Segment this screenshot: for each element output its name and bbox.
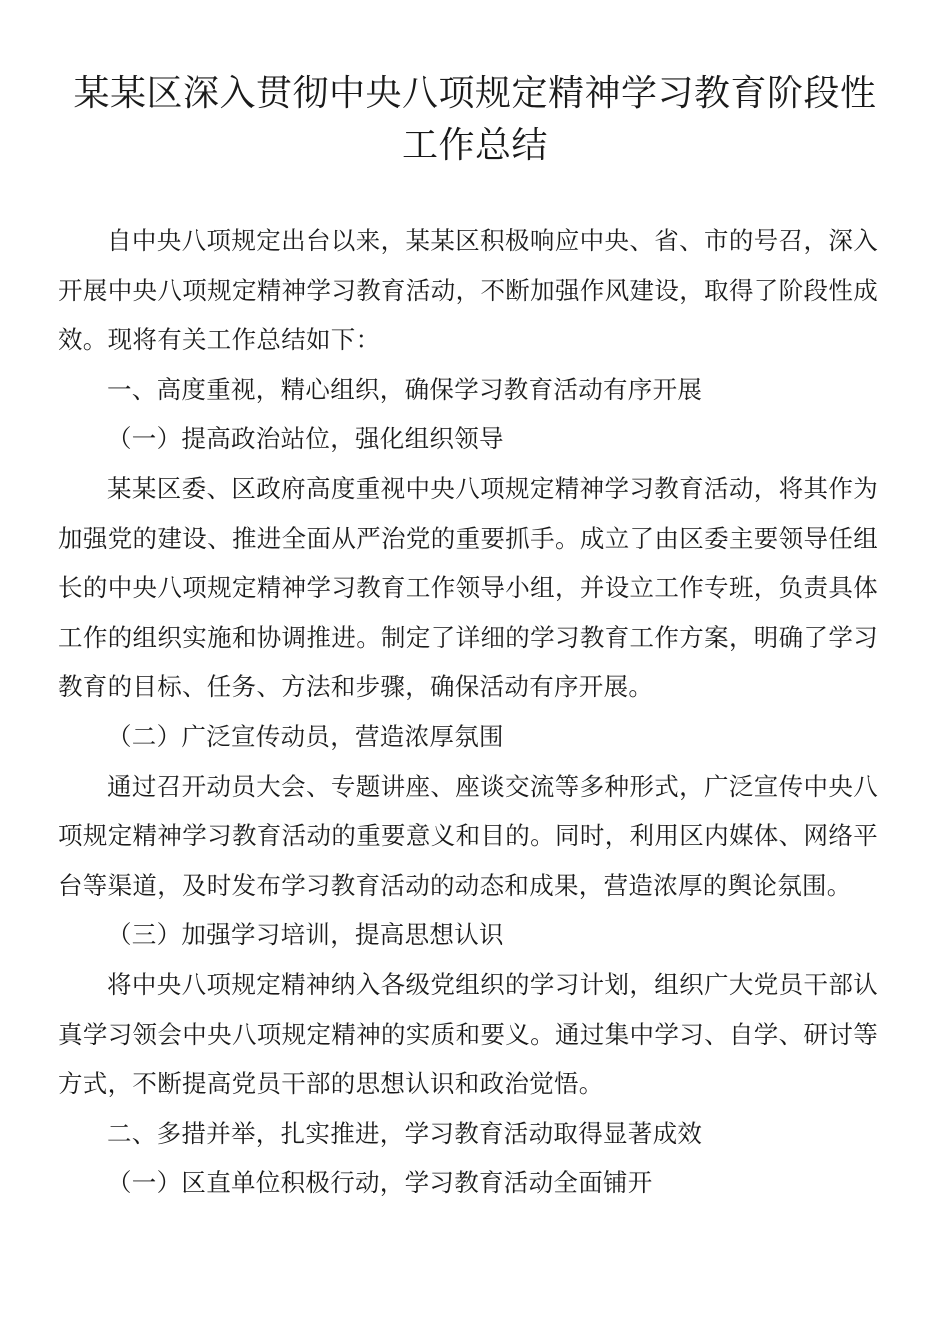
section-heading-1: 一、高度重视，精心组织，确保学习教育活动有序开展 [107,374,703,404]
body-paragraph-1-2: 通过召开动员大会、专题讲座、座谈交流等多种形式，广泛宣传中央八项规定精神学习教育活动的重要意义和目的。同时，利用区内媒体、网络平台等渠道，及时发布学习教育活动的动态和成果，营造浓厚的舆论氛围。 [58,771,878,900]
subsection-heading-2-1: （一）区直单位积极行动，学习教育活动全面铺开 [107,1168,653,1198]
body-paragraph-1-1: 某某区委、区政府高度重视中央八项规定精神学习教育活动，将其作为加强党的建设、推进全面从严治党的重要抓手。成立了由区委主要领导任组长的中央八项规定精神学习教育工作领导小组，并设立工作专班，负责具体工作的组织实施和协调推进。制定了详细的学习教育工作方案，明确了学习教育的目标、任务、方法和步骤，确保活动有序开展。 [58,473,878,702]
subsection-heading-1-3: （三）加强学习培训，提高思想认识 [107,920,504,950]
section-heading-2: 二、多措并举，扎实推进，学习教育活动取得显著成效 [107,1118,703,1148]
document-body [58,216,878,1208]
subsection-heading-1-1: （一）提高政治站位，强化组织领导 [107,424,504,454]
intro-paragraph: 自中央八项规定出台以来，某某区积极响应中央、省、市的号召，深入开展中央八项规定精神学习教育活动，不断加强作风建设，取得了阶段性成效。现将有关工作总结如下： [58,226,878,355]
document-title: 某某区深入贯彻中央八项规定精神学习教育阶段性工作总结 [73,73,877,166]
subsection-heading-1-2: （二）广泛宣传动员，营造浓厚氛围 [107,721,504,751]
body-paragraph-1-3: 将中央八项规定精神纳入各级党组织的学习计划，组织广大党员干部认真学习领会中央八项规定精神的实质和要义。通过集中学习、自学、研讨等方式，不断提高党员干部的思想认识和政治觉悟。 [58,969,878,1099]
